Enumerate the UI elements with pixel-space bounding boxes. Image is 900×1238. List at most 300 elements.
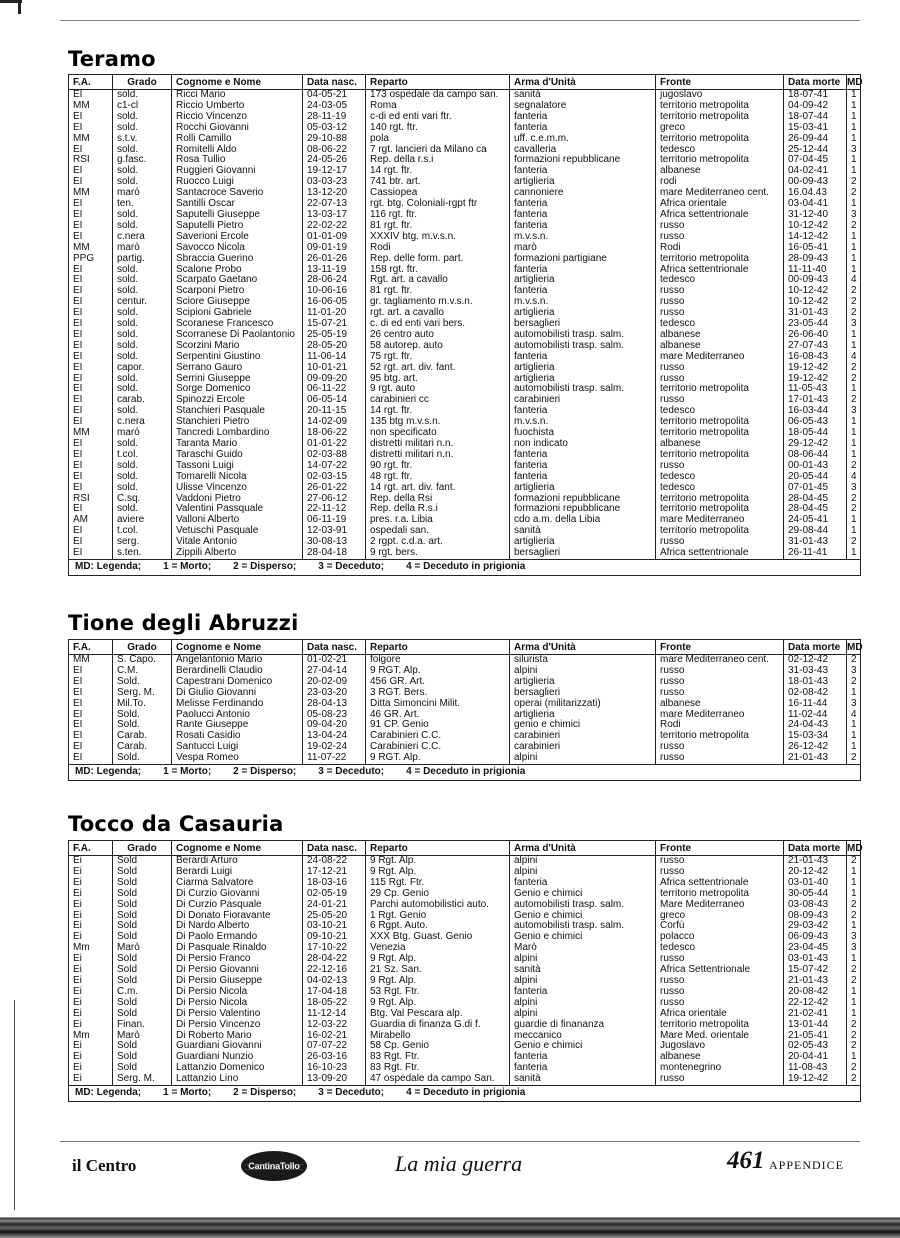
cell-arma: alpini xyxy=(510,867,656,878)
legend-item: MD: Legenda; xyxy=(75,766,142,778)
cell-md: 2 xyxy=(847,494,861,505)
cell-md: 2 xyxy=(847,1020,861,1031)
cell-fa: EI xyxy=(69,308,113,319)
cell-fa: EI xyxy=(69,710,113,721)
cell-arma: fanteria xyxy=(510,112,656,123)
cell-reparto: 75 rgt. ftr. xyxy=(366,352,510,363)
cell-fronte: tedesco xyxy=(656,406,784,417)
cell-grado: Sold xyxy=(113,998,172,1009)
header-arma: Arma d'Unità xyxy=(510,841,656,856)
cell-md: 2 xyxy=(847,900,861,911)
cell-fa: EI xyxy=(69,461,113,472)
cell-morte: 02-12-42 xyxy=(784,655,847,666)
cell-md: 4 xyxy=(847,710,861,721)
cell-md: 2 xyxy=(847,461,861,472)
legend-item: 3 = Deceduto; xyxy=(318,560,385,572)
table-row xyxy=(69,363,861,374)
header-grado: Grado xyxy=(113,841,172,856)
cell-fronte: russo xyxy=(656,461,784,472)
cell-nome: Taraschi Guido xyxy=(172,450,303,461)
cell-fronte: territorio metropolita xyxy=(656,450,784,461)
cell-fronte: russo xyxy=(656,286,784,297)
cell-morte: 02-08-42 xyxy=(784,688,847,699)
cell-morte: 03-01-40 xyxy=(784,878,847,889)
cell-arma: artiglieria xyxy=(510,177,656,188)
cell-grado: Marò xyxy=(113,1031,172,1042)
cell-md: 3 xyxy=(847,943,861,954)
table-row xyxy=(69,1009,861,1020)
cell-reparto: 91 CP. Genio xyxy=(366,720,510,731)
cell-fa: EI xyxy=(69,537,113,548)
cell-fronte: territorio metropolita xyxy=(656,101,784,112)
cell-fronte: rodi xyxy=(656,177,784,188)
cell-fa: EI xyxy=(69,286,113,297)
cell-md: 4 xyxy=(847,275,861,286)
cell-md: 1 xyxy=(847,548,861,559)
cell-morte: 20-04-41 xyxy=(784,1052,847,1063)
cell-fronte: albanese xyxy=(656,439,784,450)
cell-grado: Serg. M. xyxy=(113,688,172,699)
cell-reparto: 456 GR. Art. xyxy=(366,677,510,688)
cell-md: 1 xyxy=(847,998,861,1009)
cell-morte: 16-05-41 xyxy=(784,243,847,254)
cell-nasc: 16-06-05 xyxy=(303,297,366,308)
header-nasc: Data nasc. xyxy=(303,75,366,90)
cell-fa: MM xyxy=(69,101,113,112)
legend-item: 2 = Disperso; xyxy=(233,766,297,778)
cell-arma: fanteria xyxy=(510,878,656,889)
cell-nasc: 01-02-21 xyxy=(303,655,366,666)
cell-reparto: Btg. Val Pescara alp. xyxy=(366,1009,510,1020)
cell-fa: Ei xyxy=(69,1052,113,1063)
cell-nasc: 12-03-91 xyxy=(303,526,366,537)
cell-grado: Finan. xyxy=(113,1020,172,1031)
cell-arma: fanteria xyxy=(510,450,656,461)
cell-morte: 19-12-42 xyxy=(784,374,847,385)
cell-grado: S. Capo. xyxy=(113,655,172,666)
cell-reparto: 9 Rgt. Alp. xyxy=(366,954,510,965)
cell-morte: 16.04.43 xyxy=(784,188,847,199)
cell-arma: m.v.s.n. xyxy=(510,417,656,428)
section-title-tocco: Tocco da Casauria xyxy=(68,812,284,836)
cell-nasc: 19-02-24 xyxy=(303,742,366,753)
cell-arma: bersaglieri xyxy=(510,548,656,559)
cell-nome: Scorzini Mario xyxy=(172,341,303,352)
cell-arma: fanteria xyxy=(510,406,656,417)
cell-nome: Santacroce Saverio xyxy=(172,188,303,199)
cell-fronte: russo xyxy=(656,688,784,699)
cell-arma: bersaglieri xyxy=(510,319,656,330)
cell-morte: 26-11-41 xyxy=(784,548,847,559)
cell-nasc: 22-07-13 xyxy=(303,199,366,210)
cell-reparto: Roma xyxy=(366,101,510,112)
cell-arma: alpini xyxy=(510,998,656,1009)
cell-fa: EI xyxy=(69,319,113,330)
cell-md: 3 xyxy=(847,145,861,156)
cell-fa: Ei xyxy=(69,1041,113,1052)
cell-fronte: mare Mediterraneo xyxy=(656,515,784,526)
cell-fa: EI xyxy=(69,417,113,428)
cell-nome: Di Persio Nicola xyxy=(172,987,303,998)
cell-nasc: 09-10-21 xyxy=(303,932,366,943)
cell-fa: Ei xyxy=(69,1020,113,1031)
cell-grado: c.nera xyxy=(113,232,172,243)
cell-fronte: territorio metropolita xyxy=(656,1020,784,1031)
cell-reparto: rgt. art. a cavallo xyxy=(366,308,510,319)
header-reparto: Reparto xyxy=(366,841,510,856)
cell-reparto: 29 Cp. Genio xyxy=(366,889,510,900)
cell-morte: 28-04-45 xyxy=(784,504,847,515)
header-morte: Data morte xyxy=(784,640,847,655)
cell-grado: Sold xyxy=(113,911,172,922)
cell-reparto: 53 Rgt. Ftr. xyxy=(366,987,510,998)
cell-morte: 13-01-44 xyxy=(784,1020,847,1031)
cell-morte: 27-07-43 xyxy=(784,341,847,352)
cell-morte: 07-01-45 xyxy=(784,483,847,494)
cell-arma: genio e chimici xyxy=(510,720,656,731)
cell-arma: formazioni partigiane xyxy=(510,254,656,265)
cell-nome: Serrini Giuseppe xyxy=(172,374,303,385)
cell-arma: non indicato xyxy=(510,439,656,450)
cell-nasc: 03-10-21 xyxy=(303,921,366,932)
cell-nasc: 14-02-09 xyxy=(303,417,366,428)
cell-fronte: albanese xyxy=(656,330,784,341)
cell-nasc: 07-07-22 xyxy=(303,1041,366,1052)
cell-md: 2 xyxy=(847,655,861,666)
cell-nasc: 14-07-22 xyxy=(303,461,366,472)
cell-nome: Rosati Casidio xyxy=(172,731,303,742)
cell-fa: EI xyxy=(69,265,113,276)
cell-fronte: Rodi xyxy=(656,243,784,254)
legend-item: 4 = Deceduto in prigionia xyxy=(406,766,526,778)
cell-nasc: 24-05-26 xyxy=(303,155,366,166)
cell-arma: alpini xyxy=(510,1009,656,1020)
cell-grado: s.ten. xyxy=(113,548,172,559)
header-nasc: Data nasc. xyxy=(303,640,366,655)
cell-fa: Ei xyxy=(69,1063,113,1074)
cell-md: 1 xyxy=(847,731,861,742)
cell-fa: MM xyxy=(69,655,113,666)
cell-arma: fanteria xyxy=(510,210,656,221)
cell-morte: 18-07-41 xyxy=(784,90,847,101)
cell-nome: Lattanzio Lino xyxy=(172,1074,303,1085)
cell-morte: 16-08-43 xyxy=(784,352,847,363)
cell-nasc: 02-03-15 xyxy=(303,472,366,483)
cell-reparto: XXXIV btg. m.v.s.n. xyxy=(366,232,510,243)
cell-arma: fuochista xyxy=(510,428,656,439)
cell-nome: Vespa Romeo xyxy=(172,753,303,764)
cell-md: 1 xyxy=(847,921,861,932)
cell-morte: 00-09-43 xyxy=(784,177,847,188)
cell-arma: fanteria xyxy=(510,461,656,472)
cell-reparto: carabinieri cc xyxy=(366,395,510,406)
cell-arma: segnalatore xyxy=(510,101,656,112)
cell-nome: Di Persio Franco xyxy=(172,954,303,965)
cell-arma: fanteria xyxy=(510,1052,656,1063)
cell-md: 2 xyxy=(847,177,861,188)
cell-fronte: russo xyxy=(656,297,784,308)
legend-item: MD: Legenda; xyxy=(75,1087,142,1099)
cell-grado: sold. xyxy=(113,461,172,472)
scan-edge-band xyxy=(0,1212,900,1238)
legend-item: 4 = Deceduto in prigionia xyxy=(406,560,526,572)
cell-nasc: 18-03-16 xyxy=(303,878,366,889)
legend-cell xyxy=(69,1086,861,1102)
header-md: MD xyxy=(847,76,863,88)
cell-nome: Tancredi Lombardino xyxy=(172,428,303,439)
cell-fa: Ei xyxy=(69,998,113,1009)
table-row xyxy=(69,243,861,254)
cell-arma: formazioni repubblicane xyxy=(510,155,656,166)
table-row xyxy=(69,753,861,764)
cell-md: 2 xyxy=(847,504,861,515)
cell-grado: Sold xyxy=(113,965,172,976)
cell-reparto: Venezia xyxy=(366,943,510,954)
cell-grado: serg. xyxy=(113,537,172,548)
cell-nasc: 28-05-20 xyxy=(303,341,366,352)
cell-morte: 11-11-40 xyxy=(784,265,847,276)
cell-nome: Ciarma Salvatore xyxy=(172,878,303,889)
cell-nasc: 27-04-14 xyxy=(303,666,366,677)
cell-nome: Saputelli Giuseppe xyxy=(172,210,303,221)
cell-fronte: tedesco xyxy=(656,472,784,483)
cell-grado: Sold. xyxy=(113,710,172,721)
cell-grado: Sold xyxy=(113,878,172,889)
cell-grado: sold. xyxy=(113,308,172,319)
cell-arma: m.v.s.n. xyxy=(510,297,656,308)
header-nome: Cognome e Nome xyxy=(172,841,303,856)
cell-reparto: Parchi automobilistici auto. xyxy=(366,900,510,911)
cell-fronte: Corfù xyxy=(656,921,784,932)
cell-morte: 16-11-44 xyxy=(784,699,847,710)
cell-md: 1 xyxy=(847,526,861,537)
cell-fa: EI xyxy=(69,352,113,363)
cell-fa: Ei xyxy=(69,889,113,900)
cell-fronte: Africa settentrionale xyxy=(656,265,784,276)
cell-md: 2 xyxy=(847,188,861,199)
cell-fronte: greco xyxy=(656,123,784,134)
header-grado: Grado xyxy=(113,640,172,655)
cell-md: 2 xyxy=(847,677,861,688)
cell-md: 1 xyxy=(847,889,861,900)
cell-morte: 28-09-43 xyxy=(784,254,847,265)
cell-fa: MM xyxy=(69,428,113,439)
cell-arma: alpini xyxy=(510,954,656,965)
cell-fa: MM xyxy=(69,188,113,199)
legend-row xyxy=(69,765,861,781)
header-grado: Grado xyxy=(113,75,172,90)
cell-md: 4 xyxy=(847,472,861,483)
header-md: MD xyxy=(847,641,863,653)
cell-md: 3 xyxy=(847,666,861,677)
cell-md: 3 xyxy=(847,483,861,494)
header-morte: Data morte xyxy=(784,841,847,856)
legend-item: 4 = Deceduto in prigionia xyxy=(406,1087,526,1099)
cell-fronte: mare Mediterraneo cent. xyxy=(656,655,784,666)
cell-md: 1 xyxy=(847,428,861,439)
cell-nome: Santucci Luigi xyxy=(172,742,303,753)
cell-arma: silurista xyxy=(510,655,656,666)
cell-md: 2 xyxy=(847,286,861,297)
cell-grado: Serg. M. xyxy=(113,1074,172,1085)
cell-fa: EI xyxy=(69,504,113,515)
cell-fronte: Africa orientale xyxy=(656,199,784,210)
table-header-row xyxy=(69,640,861,655)
cell-nasc: 10-06-16 xyxy=(303,286,366,297)
cell-reparto: 2 rgpt. c.d.a. art. xyxy=(366,537,510,548)
cell-md: 2 xyxy=(847,856,861,867)
cell-grado: g.fasc. xyxy=(113,155,172,166)
cell-nasc: 22-11-12 xyxy=(303,504,366,515)
cell-arma: fanteria xyxy=(510,199,656,210)
cell-reparto: 9 Rgt. Alp. xyxy=(366,976,510,987)
cell-md: 3 xyxy=(847,932,861,943)
cell-reparto: gr. tagliamento m.v.s.n. xyxy=(366,297,510,308)
cell-fronte: russo xyxy=(656,677,784,688)
legend-item: 1 = Morto; xyxy=(163,1087,212,1099)
cell-morte: 24-05-41 xyxy=(784,515,847,526)
cell-reparto: 14 rgt. art. div. fant. xyxy=(366,483,510,494)
cell-reparto: rgt. btg. Coloniali-rgpt ftr xyxy=(366,199,510,210)
cell-arma: automobilisti trasp. salm. xyxy=(510,921,656,932)
table-tione xyxy=(68,639,861,781)
cell-nasc: 28-06-24 xyxy=(303,275,366,286)
cell-nome: Stanchieri Pasquale xyxy=(172,406,303,417)
cell-grado: sold. xyxy=(113,123,172,134)
cell-md: 1 xyxy=(847,199,861,210)
cell-nasc: 05-08-23 xyxy=(303,710,366,721)
cell-nasc: 11-07-22 xyxy=(303,753,366,764)
cell-fronte: russo xyxy=(656,976,784,987)
cell-reparto: 46 GR. Art. xyxy=(366,710,510,721)
header-md: MD xyxy=(847,842,863,854)
cell-morte: 20-08-42 xyxy=(784,987,847,998)
cell-grado: Sold xyxy=(113,1063,172,1074)
cell-fa: Ei xyxy=(69,1074,113,1085)
cell-fa: Ei xyxy=(69,987,113,998)
cell-reparto: Ditta Simoncini Milit. xyxy=(366,699,510,710)
cell-nasc: 02-03-88 xyxy=(303,450,366,461)
cell-fa: EI xyxy=(69,374,113,385)
cell-nasc: 11-01-20 xyxy=(303,308,366,319)
cell-reparto: distretti militari n.n. xyxy=(366,450,510,461)
cell-nasc: 16-10-23 xyxy=(303,1063,366,1074)
cell-grado: Mil.To. xyxy=(113,699,172,710)
cell-fa: Ei xyxy=(69,878,113,889)
cell-nasc: 12-03-22 xyxy=(303,1020,366,1031)
table-row xyxy=(69,900,861,911)
cell-morte: 31-01-43 xyxy=(784,308,847,319)
sponsor-logo: CantinaTollo xyxy=(241,1151,307,1181)
cell-arma: fanteria xyxy=(510,1063,656,1074)
cell-reparto: 140 rgt. ftr. xyxy=(366,123,510,134)
cell-nome: Sorge Domenico xyxy=(172,384,303,395)
cell-md: 1 xyxy=(847,134,861,145)
cell-nome: Tassoni Luigi xyxy=(172,461,303,472)
cell-arma: fanteria xyxy=(510,472,656,483)
cell-morte: 21-02-41 xyxy=(784,1009,847,1020)
cell-fronte: mare Mediterraneo xyxy=(656,710,784,721)
cell-nome: Serrano Gauro xyxy=(172,363,303,374)
cell-md: 1 xyxy=(847,232,861,243)
cell-arma: fanteria xyxy=(510,123,656,134)
header-fa: F.A. xyxy=(69,841,113,856)
cell-reparto: 1 Rgt. Genio xyxy=(366,911,510,922)
cell-grado: c.nera xyxy=(113,417,172,428)
cell-fronte: albanese xyxy=(656,166,784,177)
cell-reparto: 116 rgt. ftr. xyxy=(366,210,510,221)
header-reparto: Reparto xyxy=(366,75,510,90)
cell-md: 3 xyxy=(847,210,861,221)
cell-grado: sold. xyxy=(113,352,172,363)
cell-grado: carab. xyxy=(113,395,172,406)
cell-md: 1 xyxy=(847,720,861,731)
cell-grado: Sold xyxy=(113,976,172,987)
table-body xyxy=(69,655,861,765)
header-morte: Data morte xyxy=(784,75,847,90)
cell-nome: Rolli Camillo xyxy=(172,134,303,145)
cell-nasc: 04-05-21 xyxy=(303,90,366,101)
cell-md: 1 xyxy=(847,954,861,965)
cell-fronte: territorio metropolita xyxy=(656,889,784,900)
cell-arma: artiglieria xyxy=(510,363,656,374)
cell-nome: Di Donato Fioravante xyxy=(172,911,303,922)
cell-md: 1 xyxy=(847,330,861,341)
cell-md: 2 xyxy=(847,363,861,374)
cell-reparto: 90 rgt. ftr. xyxy=(366,461,510,472)
cell-nome: Stanchieri Pietro xyxy=(172,417,303,428)
cell-nome: Taranta Mario xyxy=(172,439,303,450)
cell-nome: Di Curzio Giovanni xyxy=(172,889,303,900)
cell-nasc: 04-02-13 xyxy=(303,976,366,987)
cell-arma: carabinieri xyxy=(510,731,656,742)
cell-nasc: 01-01-09 xyxy=(303,232,366,243)
cell-fa: EI xyxy=(69,90,113,101)
cell-nome: Saverioni Ercole xyxy=(172,232,303,243)
cell-arma: Genio e chimici xyxy=(510,1041,656,1052)
table-teramo xyxy=(68,74,861,576)
cell-fronte: Africa orientale xyxy=(656,1009,784,1020)
cell-reparto: distretti militari n.n. xyxy=(366,439,510,450)
cell-morte: 06-05-43 xyxy=(784,417,847,428)
corner-crop-mark xyxy=(0,0,22,12)
cell-nome: Guardiani Giovanni xyxy=(172,1041,303,1052)
cell-fa: Ei xyxy=(69,856,113,867)
cell-reparto: Rep. della Rsi xyxy=(366,494,510,505)
cell-fa: EI xyxy=(69,123,113,134)
legend-row xyxy=(69,1086,861,1102)
cell-fa: EI xyxy=(69,384,113,395)
cell-fa: EI xyxy=(69,363,113,374)
cell-grado: marò xyxy=(113,428,172,439)
cell-morte: 03-08-43 xyxy=(784,900,847,911)
cell-fronte: territorio metropolita xyxy=(656,384,784,395)
cell-arma: fanteria xyxy=(510,987,656,998)
header-fa: F.A. xyxy=(69,75,113,90)
cell-grado: sold. xyxy=(113,341,172,352)
cell-morte: 28-04-45 xyxy=(784,494,847,505)
cell-nome: Valentini Passquale xyxy=(172,504,303,515)
header-nasc: Data nasc. xyxy=(303,841,366,856)
cell-nome: Paolucci Antonio xyxy=(172,710,303,721)
cell-arma: cavalleria xyxy=(510,145,656,156)
cell-md: 1 xyxy=(847,987,861,998)
cell-fa: EI xyxy=(69,742,113,753)
cell-grado: Sold xyxy=(113,1052,172,1063)
cell-nome: Guardiani Nunzio xyxy=(172,1052,303,1063)
cell-nasc: 11-06-14 xyxy=(303,352,366,363)
cell-nasc: 29-10-88 xyxy=(303,134,366,145)
